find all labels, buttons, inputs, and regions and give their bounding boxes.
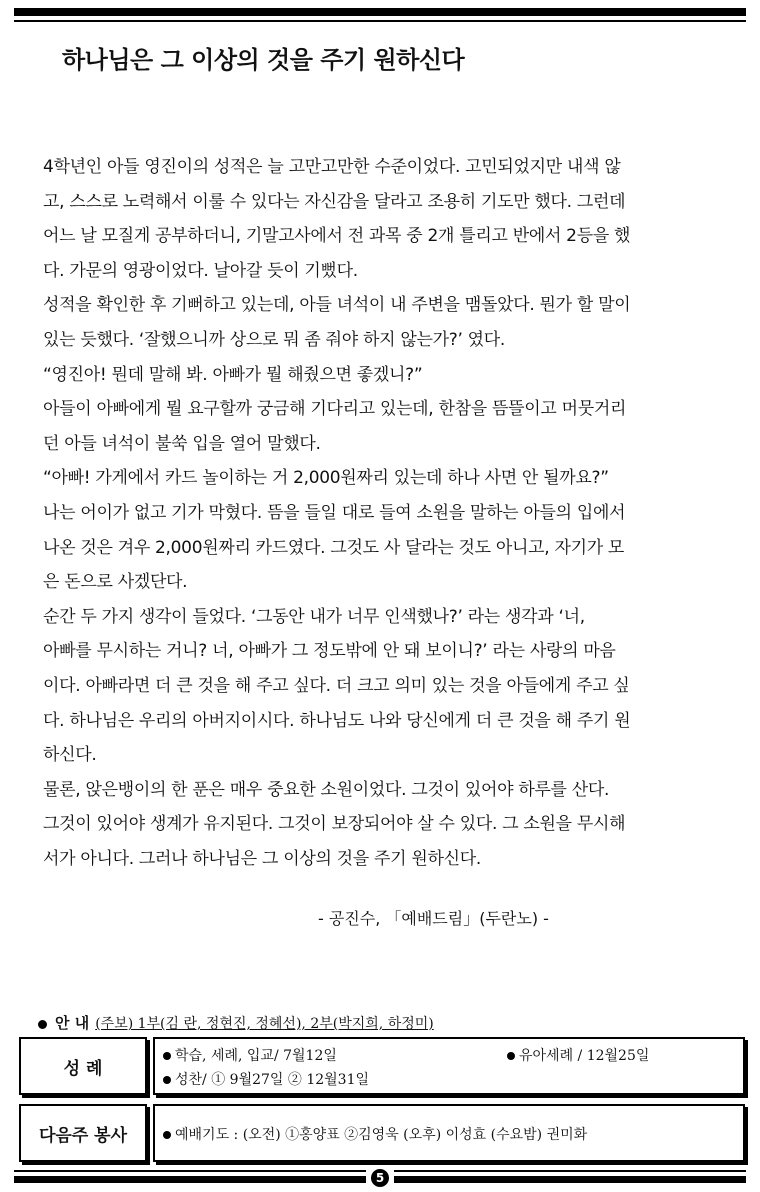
service-details: [153, 1104, 745, 1162]
item-text: 학습, 세례, 입교/ 7월12일: [175, 1048, 337, 1064]
body-line: 순간 두 가지 생각이 들었다. ‘그동안 내가 너무 인색했나?’ 라는 생각과 ‘너,: [43, 606, 585, 627]
body-line: “영진아! 뭔데 말해 봐. 아빠가 뭘 해줬으면 좋겠니?”: [43, 364, 423, 385]
body-line: 어느 날 모질게 공부하더니, 기말고사에서 전 과목 중 2개 틀리고 반에서 2등을 했: [43, 226, 631, 247]
body-line: 있는 듯했다. ‘잘했으니까 상으로 뭐 좀 줘야 하지 않는가?’ 였다.: [43, 329, 506, 350]
notice-detail: (주보) 1부(김 란, 정현진, 정혜선), 2부(박지희, 하정미): [95, 1016, 434, 1032]
list-item: [163, 1069, 369, 1089]
bottom-rule: [394, 1176, 746, 1183]
body-line: 4학년인 아들 영진이의 성적은 늘 고만고만한 수준이었다. 고민되었지만 내색 않: [43, 157, 621, 177]
list-item: [507, 1045, 649, 1065]
body-line: 아들이 아빠에게 뭘 요구할까 궁금해 기다리고 있는데, 한참을 뜸뜰이고 머뭇거리: [43, 399, 627, 420]
body-line: 그것이 있어야 생계가 유지된다. 그것이 보장되어야 살 수 있다. 그 소원을 무시해: [43, 814, 626, 835]
source-citation: - 공진수, 「예배드림」(두란노) -: [318, 909, 549, 928]
service-row: [19, 1104, 745, 1162]
body-text: [43, 150, 733, 876]
item-text: 성찬/ ① 9월27일 ② 12월31일: [175, 1072, 370, 1088]
body-line: 아빠를 무시하는 거니? 너, 아빠가 그 정도밖에 안 돼 보이니?’ 라는 사랑의 마음: [43, 641, 616, 662]
body-line: 던 아들 녀석이 불쑥 입을 열어 말했다.: [43, 433, 321, 454]
bottom-rule-thin: [394, 1170, 746, 1172]
top-rule-thin: [14, 20, 746, 22]
bullet-icon: [163, 1076, 171, 1084]
body-line: 성적을 확인한 후 기뻐하고 있는데, 아들 녀석이 내 주변을 맴돌았다. 뭔가 할 말이: [43, 295, 631, 316]
bottom-rule-thin: [14, 1170, 366, 1172]
page-number: 5: [371, 1169, 389, 1187]
body-line: 나온 것은 겨우 2,000원짜리 카드였다. 그것도 사 달라는 것도 아니고, 자기가 모: [43, 537, 625, 558]
body-line: 은 돈으로 사겠단다.: [43, 572, 188, 593]
body-line: 나는 어이가 없고 기가 막혔다. 뜸을 들일 대로 들여 소원을 말하는 아들의 입에서: [43, 502, 626, 523]
body-line: 다. 하나님은 우리의 아버지이시다. 하나님도 나와 당신에게 더 큰 것을 해 주기 원: [43, 710, 631, 731]
bullet-icon: [38, 1020, 47, 1029]
sacrament-heading: 성 례: [19, 1037, 147, 1095]
bullet-icon: [163, 1052, 171, 1060]
sacrament-details: [153, 1037, 745, 1095]
body-line: 물론, 앉은뱅이의 한 푼은 매우 중요한 소원이었다. 그것이 있어야 하루를 산다.: [43, 779, 610, 800]
bottom-rule: [14, 1176, 366, 1183]
bullet-icon: [163, 1131, 171, 1139]
service-heading: 다음주 봉사: [19, 1104, 147, 1162]
body-line: 이다. 아빠라면 더 큰 것을 해 주고 싶다. 더 크고 의미 있는 것을 아들에게 주고 싶: [43, 675, 630, 696]
item-text: 유아세례 / 12월25일: [519, 1048, 650, 1064]
bullet-icon: [507, 1052, 515, 1060]
body-line: 다. 가문의 영광이었다. 날아갈 듯이 기뻤다.: [43, 260, 358, 281]
body-line: 서가 아니다. 그러나 하나님은 그 이상의 것을 주기 원하신다.: [43, 848, 481, 869]
list-item: [163, 1045, 337, 1065]
list-item: [163, 1124, 587, 1144]
page-title: 하나님은 그 이상의 것을 주기 원하신다: [62, 46, 465, 74]
top-rule: [14, 8, 746, 16]
item-text: 예배기도 : (오전) ①홍양표 ②김영욱 (오후) 이성효 (수요밤) 권미화: [175, 1127, 588, 1143]
notice: [38, 1012, 434, 1033]
body-line: 하신다.: [43, 745, 97, 766]
body-line: “아빠! 가게에서 카드 놀이하는 거 2,000원짜리 있는데 하나 사면 안 될까요?”: [43, 468, 609, 489]
notice-label: 안 내: [55, 1014, 90, 1032]
sacrament-row: [19, 1037, 745, 1095]
body-line: 고, 스스로 노력해서 이룰 수 있다는 자신감을 달라고 조용히 기도만 했다. 그런데: [43, 191, 626, 212]
